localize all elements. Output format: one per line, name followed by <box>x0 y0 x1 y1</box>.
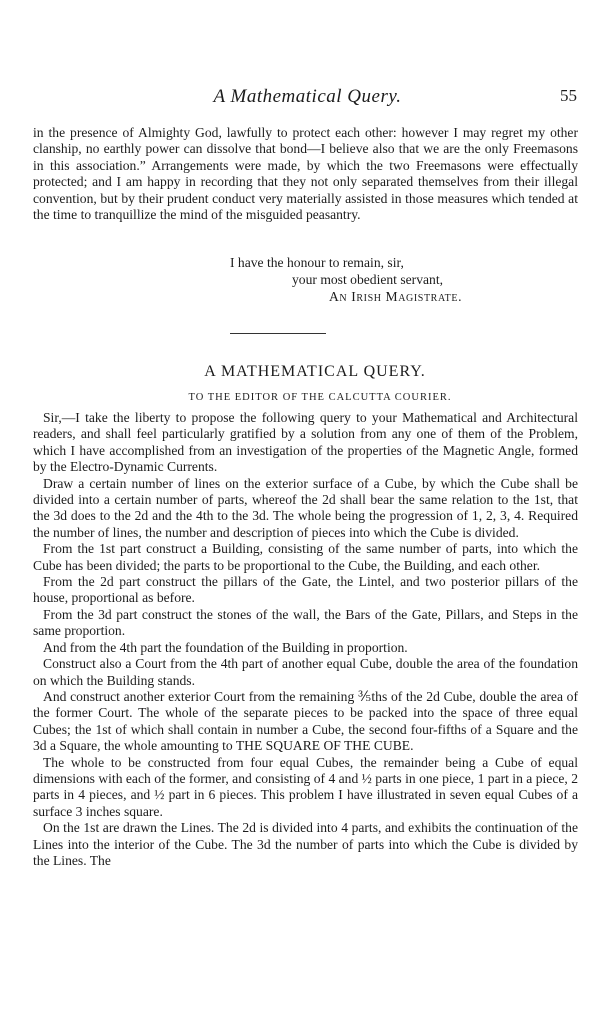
signature: An Irish Magistrate. <box>329 289 463 304</box>
article-paragraph: From the 2d part construct the pillars of the Gate, the Lintel, and two posterior pillars of the house, proportional as before. <box>33 574 578 606</box>
article-body <box>33 410 578 869</box>
article-paragraph: From the 3d part construct the stones of the wall, the Bars of the Gate, Pillars, and Steps in the same proportion. <box>33 606 578 639</box>
article-paragraph: Sir,—I take the liberty to propose the following query to your Mathematical and Architectural readers, and shall feel particularly gratified by a solution from any one of them of the Problem, which I have accomplished from an investigation of the properties of the Magnetic Angle, formed by the Electro-Dynamic Currents. <box>33 410 578 475</box>
section-divider <box>230 333 326 334</box>
closing-line-2: your most obedient servant, <box>292 272 444 287</box>
running-title: A Mathematical Query. <box>213 86 402 107</box>
article-title: A MATHEMATICAL QUERY. <box>204 363 426 380</box>
article-paragraph: The whole to be constructed from four equal Cubes, the remainder being a Cube of equal dimensions with each of the former, and consisting of 4 and ½ parts in one piece, 1 part in a piece, 2 parts in 4 pieces, and ½ part in 6 pieces. This problem I have illustrated in seven equal Cubes of a surface 3 inches square. <box>33 754 578 819</box>
article-addressee: TO THE EDITOR OF THE CALCUTTA COURIER. <box>188 392 452 403</box>
page-number: 55 <box>560 86 577 105</box>
article-paragraph: And from the 4th part the foundation of the Building in proportion. <box>43 639 408 655</box>
previous-article-text <box>33 125 578 223</box>
closing-line-1: I have the honour to remain, sir, <box>230 255 404 270</box>
article-paragraph: Draw a certain number of lines on the exterior surface of a Cube, by which the Cube shall be divided into a certain number of parts, whereof the 2d shall bear the same relation to the 1st, that the 3d does to the 2d and the 4th to the 3d. The whole being the progression of 1, 2, 3, 4. Required the number of lines, the number and description of pieces into which the Cube is divided. <box>33 475 578 540</box>
article-paragraph: From the 1st part construct a Building, consisting of the same number of parts, into which the Cube has been divided; the parts to be proportional to the Cube, the Building, and each other. <box>33 541 578 573</box>
running-head <box>30 86 585 110</box>
previous-article-paragraph: in the presence of Almighty God, lawfully to protect each other: however I may regret my other clanship, no earthly power can dissolve that bond—I believe also that we are the only Freemasons in this association.” Arrangements were made, by which the two Freemasons were effectually protected; and I am happy in recording that they not only separated themselves from their illegal convention, but by their prudent conduct very materially assisted in those measures which tended at the time to tranquillize the mind of the misguided peasantry. <box>33 125 578 223</box>
article-paragraph: And construct another exterior Court from the remaining ⅗ths of the 2d Cube, double the area of the former Court. The whole of the separate pieces to be packed into the space of three equal Cubes; the 1st of which shall contain in number a Cube, the second four-fifths of a Square and the 3d a Square, the whole amounting to THE SQUARE OF THE CUBE. <box>33 688 578 754</box>
article-paragraph: Construct also a Court from the 4th part of another equal Cube, double the area of the foundation on which the Building stands. <box>33 656 578 688</box>
article-paragraph: On the 1st are drawn the Lines. The 2d is divided into 4 parts, and exhibits the continuation of the Lines into the interior of the Cube. The 3d the number of parts into which the Cube is divided by the Lines. The <box>33 820 578 868</box>
